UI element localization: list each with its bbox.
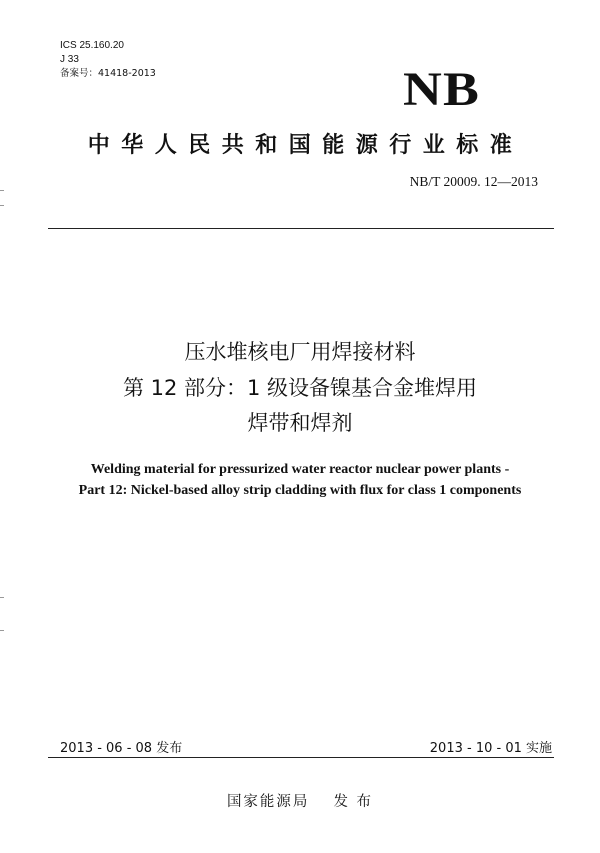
scan-mark [0,205,4,206]
ics-code: ICS 25.160.20 [60,40,124,51]
issuer-line [0,790,600,811]
record-number: 备案号：41418-2013 [60,68,156,79]
scan-mark [0,630,4,631]
issue-word: 发 布 [333,794,374,810]
footer-divider [48,757,554,758]
title-en-line-2: Part 12: Nickel-based alloy strip cladding with flux for class 1 components [78,483,522,498]
standard-number: NB/T 20009. 12—2013 [409,174,538,189]
title-en-line-1: Welding material for pressurized water reactor nuclear power plants - [90,462,510,477]
implement-date: 2013 - 10 - 01 实施 [429,741,552,756]
issue-date: 2013 - 06 - 08 发布 [60,741,183,756]
scan-mark [0,597,4,598]
scan-mark [0,190,4,191]
title-cn-line-2: 第 12 部分：1 级设备镍基合金堆焊用 [122,376,478,400]
issuer-name: 国家能源局 [226,794,310,810]
header-divider [48,228,554,229]
ccs-code: J 33 [60,54,79,65]
standard-name: 中华人民共和国能源行业标准 [87,133,524,158]
title-cn-line-3: 焊带和焊剂 [247,411,353,435]
classification-block [60,39,156,81]
title-cn-line-1: 压水堆核电厂用焊接材料 [184,340,416,364]
nb-logo: NB [403,63,480,116]
